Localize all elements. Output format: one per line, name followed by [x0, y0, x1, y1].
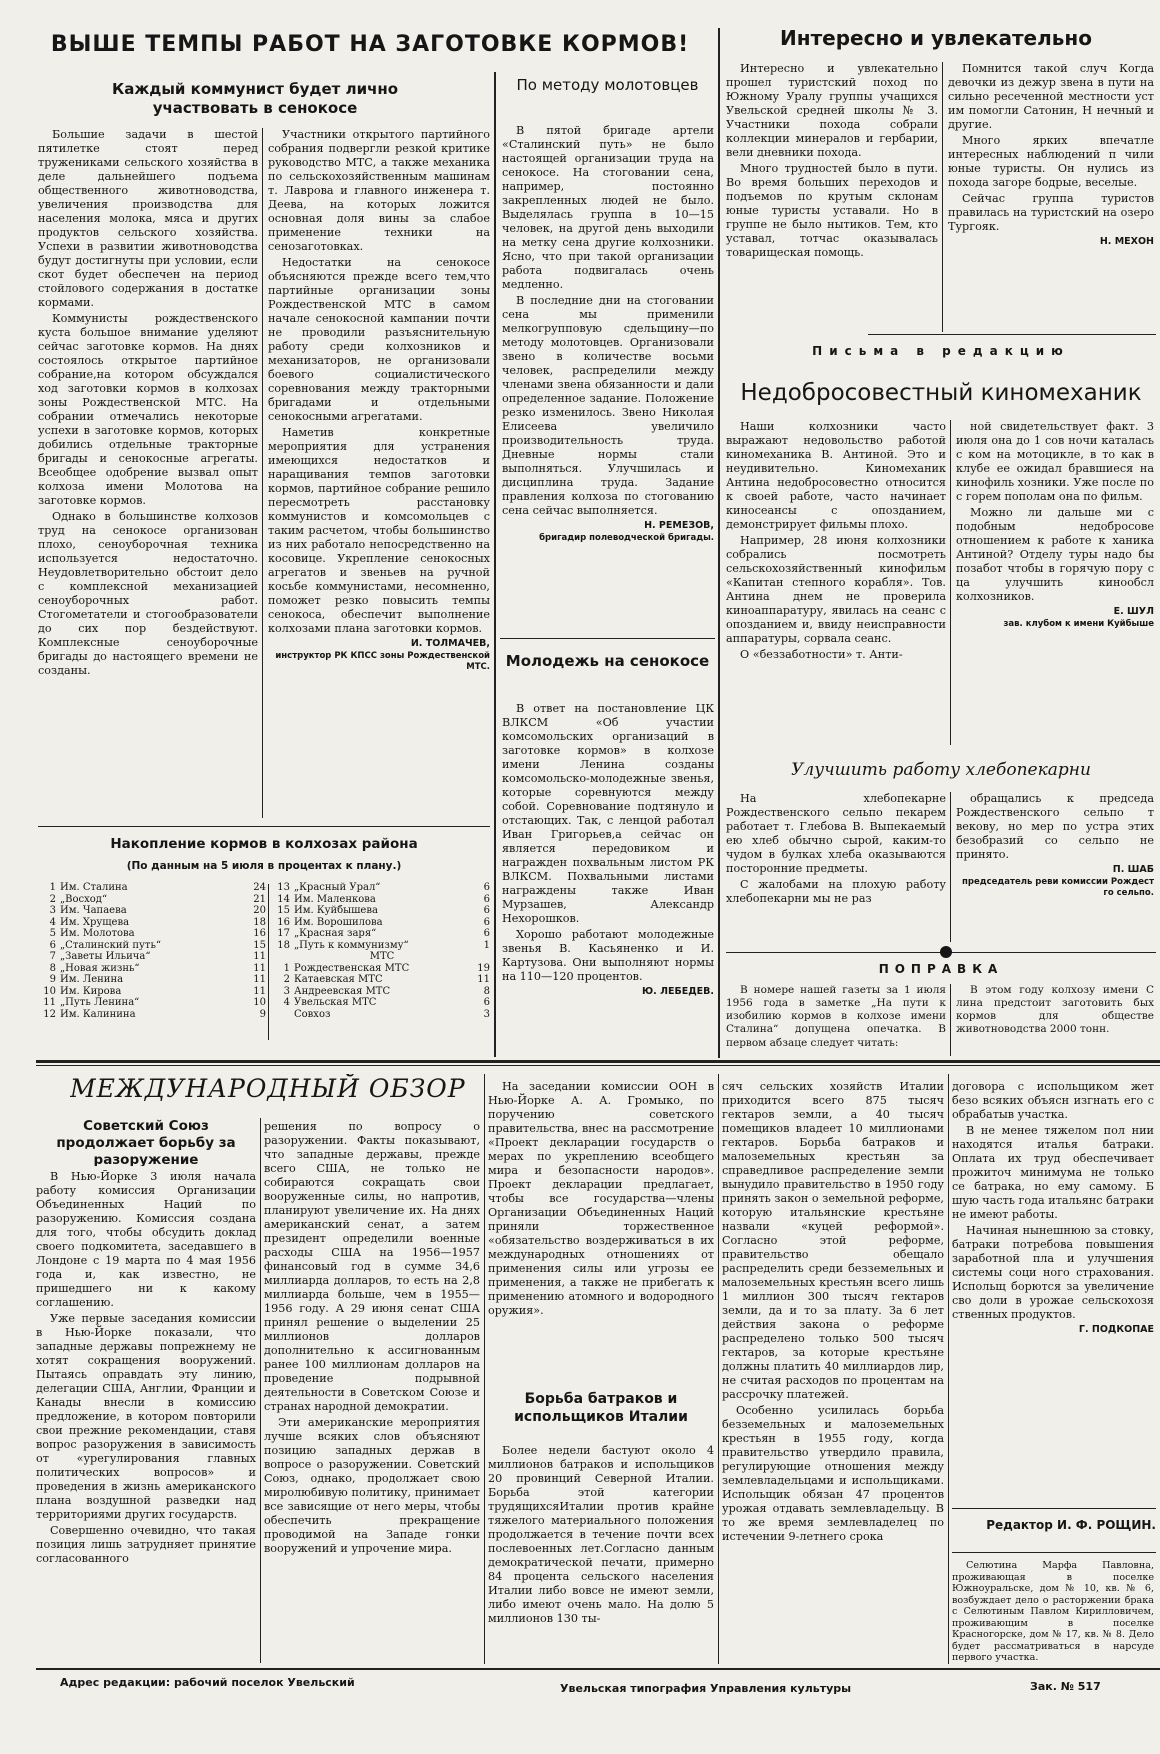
molotovtsy-title: По методу молотовцев: [516, 76, 699, 94]
column-rule: [268, 884, 269, 1040]
table-row: [272, 986, 490, 998]
column-rule: [718, 1074, 719, 1664]
disarm-col3: [488, 1080, 714, 1380]
divider: [868, 334, 1156, 335]
projectionist-title: Недобросовестный киномеханик: [740, 380, 1142, 406]
footer-order: Зак. № 517: [1030, 1680, 1101, 1693]
row-number: [272, 1009, 294, 1021]
row-value: 6: [483, 997, 490, 1008]
communist-col2: [268, 128, 490, 848]
signature-name: Н. РЕМЕЗОВ,: [644, 520, 714, 531]
row-name: „Путь к коммунизму“: [294, 939, 409, 951]
row-value: 20: [253, 905, 266, 916]
correction-title: ПОПРАВКА: [878, 962, 1004, 976]
row-number: 12: [43, 1008, 56, 1020]
signature-role: председатель реви комиссии Рождест го сельпо.: [962, 877, 1154, 898]
row-value: [470, 951, 490, 963]
column-rule: [484, 1074, 485, 1664]
youth-body: [502, 702, 714, 1058]
correction-col2: [956, 984, 1154, 1056]
section-divider: [36, 1065, 1160, 1066]
projectionist-col2: [956, 420, 1154, 760]
row-value: 16: [253, 928, 266, 939]
table-row: [38, 997, 266, 1009]
row-number: 14: [277, 893, 290, 905]
row-value: 11: [253, 985, 266, 997]
court-notice: [952, 1560, 1154, 1664]
row-value: 24: [253, 882, 266, 893]
row-name: МТС: [369, 951, 395, 962]
table-left: [38, 882, 266, 1042]
table-subtitle: (По данным на 5 июля в процентах к плану.): [126, 860, 402, 872]
paragraph: В номере нашей газеты за 1 июля 1956 года в заметке „На пути к изобилию кормов в колхозе имени Сталина“ допущена опечатка. В первом абзаце следует читать:: [726, 984, 946, 1049]
signature-name: И. ТОЛМАЧЕВ,: [410, 638, 490, 649]
paragraph: Сейчас группа туристов правилась на туристский на озеро Тургояк.: [948, 192, 1154, 233]
paragraph: С жалобами на плохую работу хлебопекарни мы не раз: [726, 878, 946, 905]
row-value: 11: [253, 962, 266, 974]
table-row: [272, 928, 490, 940]
column-rule: [948, 1074, 949, 1664]
paragraph: На хлебопекарне Рождественского сельпо пекарем работает т. Глебова В. Выпекаемый ею хлеб обычно сырой, каким-то чудом в булках хлеба оказываются посторонние предметы.: [726, 792, 946, 875]
communist-col1: [38, 128, 258, 793]
row-value: 3: [483, 1008, 490, 1020]
banner-headline: ВЫШЕ ТЕМПЫ РАБОТ НА ЗАГОТОВКЕ КОРМОВ!: [50, 32, 690, 57]
row-number: 11: [43, 997, 56, 1008]
row-name: Увельская МТС: [294, 997, 377, 1008]
row-name: Им. Маленкова: [294, 893, 376, 905]
row-value: 6: [483, 893, 490, 905]
paragraph: Однако в большинстве колхозов труд на сенокосе организован плохо, сеноуборочная техника используется недостаточно. Неудовлетворительно обстоит дело с комплексной механизацией сеноуборочных работ. Стогометатели и стогообразователи до сих пор бездействуют. Комплексные сеноуборочные бригады до настоящего времени не созданы.: [38, 510, 258, 677]
table-row: [272, 940, 490, 952]
paragraph: О «беззаботности» т. Анти-: [740, 648, 903, 661]
paragraph: Интересно и увлекательно прошел туристский поход по Южному Уралу группы учащихся Увельской средней школы № 3. Участники похода собрали коллекции минералов и гербарии, вели дневники похода.: [726, 62, 938, 159]
row-number: 15: [277, 905, 290, 916]
table-right: [272, 882, 490, 1042]
column-rule: [950, 420, 951, 745]
row-name: Им. Ленина: [60, 974, 124, 985]
divider: [952, 1552, 1156, 1553]
signature-role: бригадир полеводческой бригады.: [539, 533, 714, 544]
row-value: 11: [253, 951, 266, 962]
tourism-title: Интересно и увлекательно: [780, 26, 1092, 50]
table-row: [38, 974, 266, 986]
row-number: 13: [277, 882, 290, 893]
paragraph: договора с испольщиком жет безо всяких объясн изгнать его с обрабатыв участка.: [952, 1080, 1154, 1121]
signature-name: Г. ПОДКОПАЕ: [1078, 1324, 1154, 1335]
table-row: [38, 963, 266, 975]
paragraph: В Нью-Йорке 3 июля начала работу комиссия Организации Объединенных Наций по разоружению. Комиссия создана для того, чтобы обсудить доклад своего подкомитета, заседавшего в Лондоне с 19 марта по 4 мая 1956 года и, как известно, не пришедшего ни к какому соглашению.: [36, 1170, 256, 1309]
paragraph: В этом году колхозу имени С лина предстоит заготовить бых кормов для обществе животноводства 2000 тонн.: [956, 984, 1154, 1036]
table-row: [38, 986, 266, 998]
divider: [952, 1508, 1156, 1509]
row-name: „Красная заря“: [294, 928, 377, 939]
bakery-title: Улучшить работу хлебопекарни: [791, 760, 1091, 780]
row-number: 2: [283, 974, 290, 985]
communist-title: Каждый коммунист будет лично участвовать в сенокосе: [111, 80, 399, 117]
row-number: 3: [283, 985, 290, 997]
row-value: 6: [483, 916, 490, 928]
row-name: Андреевская МТС: [294, 985, 391, 997]
row-value: 6: [483, 882, 490, 893]
letters-header: Письма в редакцию: [812, 344, 1070, 358]
row-value: 15: [253, 939, 266, 951]
row-number: 18: [277, 939, 290, 951]
paragraph: На заседании комиссии ООН в Нью-Йорке А. А. Громыко, по поручению советского правительства, внес на рассмотрение «Проект декларации государств о мерах по укреплению всеобщего мира и безопасности народов». Проект декларации предлагает, чтобы все государства—члены Организации Объединенных Наций приняли торжественное «обязательство воздерживаться в их международных отношениях от применения силы или угрозы ее применения, а также не прибегать к применению атомного и водородного оружия».: [488, 1080, 714, 1317]
row-value: 6: [483, 928, 490, 939]
row-number: 1: [49, 882, 56, 893]
table-row: [38, 905, 266, 917]
row-name: „Красный Урал“: [294, 882, 381, 893]
column-rule: [950, 984, 951, 1056]
row-number: 9: [49, 974, 56, 985]
row-number: 5: [49, 928, 56, 939]
row-number: 4: [283, 997, 290, 1008]
table-row: [272, 894, 490, 906]
correction-col1: [726, 984, 946, 1056]
row-name: Им. Кирова: [60, 985, 122, 997]
bakery-col1: [726, 792, 946, 942]
italy-col5: [952, 1080, 1154, 1505]
paragraph: Более недели бастуют около 4 миллионов батраков и испольщиков 20 провинций Северной Италии. Борьба этой категории трудящихсяИталии против крайне тяжелого материального положения продолжается в течение почти всех послевоенных лет.Согласно данным демократической печати, примерно 84 процента сельского населения Италии либо вовсе не имеют земли, либо имеют очень мало. На долю 5 миллионов 130 ты-: [488, 1444, 714, 1625]
column-rule: [950, 792, 951, 942]
row-name: Им. Сталина: [60, 882, 128, 893]
table-row: [272, 974, 490, 986]
column-rule: [260, 1118, 261, 1663]
footer-address: Адрес редакции: рабочий поселок Увельский: [60, 1676, 355, 1689]
row-number: 10: [43, 985, 56, 997]
paragraph: Участники открытого партийного собрания подвергли резкой критике руководство МТС, а также механика по сельскохозяйственным машинам т. Лаврова и главного инженера т. Деева, на которых ложится основная доля вины за слабое применение техники на сенозаготовках.: [268, 128, 490, 253]
column-rule: [262, 128, 263, 818]
column-rule: [718, 28, 720, 1058]
row-value: 8: [483, 985, 490, 997]
row-number: 3: [49, 905, 56, 916]
table-row: [38, 894, 266, 906]
paragraph: Много ярких впечатле интересных наблюдений п чили юные туристы. Он нулись из похода загоре бодрые, веселые.: [948, 134, 1154, 189]
table-row: [272, 951, 490, 963]
row-name: Катаевская МТС: [294, 974, 383, 985]
row-number: 1: [283, 962, 290, 974]
column-rule: [942, 62, 943, 332]
paragraph: Уже первые заседания комиссии в Нью-Йорке показали, что западные державы попрежнему не хотят сокращения вооружений. Пытаясь оправдать эту линию, делегации США, Англии, Франции и Канады внесли в комиссию предложение, в котором повторили свои прежние рекомендации, ставя вопрос разоружения в зависимость от «урегулирования главных политических вопросов» и проведения в жизнь американского плана воздушной разведки над территориями других государств.: [36, 1312, 256, 1521]
disarm-col1: [36, 1170, 256, 1660]
table-row: [38, 1009, 266, 1021]
bullet-dot: [940, 946, 952, 958]
paragraph: Эти американские мероприятия лучше всяких слов объясняют позицию западных держав в вопросе о разоружении. Советский Союз, однако, продолжает свою миролюбивую политику, принимает все зависящие от него меры, чтобы обеспечить прекращение проводимой на Западе гонки вооружений и упрочение мира.: [264, 1416, 480, 1555]
row-value: 21: [253, 893, 266, 905]
table-title: Накопление кормов в колхозах района: [110, 836, 418, 852]
paragraph: Совершенно очевидно, что такая позиция лишь затрудняет принятие согласованного: [36, 1524, 256, 1565]
footer-rule: [36, 1668, 1160, 1670]
row-number: 8: [49, 962, 56, 974]
row-value: 6: [483, 905, 490, 916]
paragraph: обращались к председа Рождественского сельпо т векову, но мер по устра этих безобразий со сельпо не принято.: [956, 792, 1154, 861]
row-value: 19: [477, 962, 490, 974]
tourism-col1: [726, 62, 938, 332]
bakery-col2: [956, 792, 1154, 942]
signature-name: Е. ШУЛ: [1113, 606, 1154, 617]
disarm-col2: [264, 1120, 480, 1660]
row-value: 11: [477, 974, 490, 985]
row-name: „Путь Ленина“: [60, 997, 140, 1008]
tourism-col2: [948, 62, 1154, 332]
footer-printing: Увельская типография Управления культуры: [560, 1682, 852, 1695]
signature-name: Н. МЕХОН: [1099, 236, 1154, 247]
table-row: [38, 951, 266, 963]
paragraph: Хорошо работают молодежные звенья В. Касьяненко и И. Картузова. Они выполняют нормы на 110—120 процентов.: [502, 928, 714, 983]
divider: [500, 638, 715, 639]
paragraph: В последние дни на стоговании сена мы применили мелкогрупповую сдельщину—по методу молотовцев. Организовали звено в количестве восьми человек, распределили между членами звена обязанности и дали определенное задание. Положение резко изменилось. Звено Николая Елисеева увеличило производительность труда. Дневные нормы стали выполняться. Улучшилась и дисциплина труда. Задание правления колхоза по стогованию сена сейчас выполняется.: [502, 294, 714, 517]
paragraph: Начиная нынешнюю за стовку, батраки потребова повышения заработной пла и улучшения системы соци ного страхования. Испольщ борются за увеличение сво доли в урожае сельскохозя ственных продуктов.: [952, 1224, 1154, 1321]
row-name: „Сталинский путь“: [60, 939, 162, 951]
row-value: 9: [259, 1008, 266, 1020]
paragraph: В ответ на постановление ЦК ВЛКСМ «Об участии комсомольских организаций в заготовке кормов» в колхозе имени Ленина созданы комсомольско-молодежные звенья, которые соревнуются между собой. Соревнование подтянуло и отстающих. Так, с ленцой работал Иван Григорьев,а сейчас он является передовиком и награжден похвальным листом РК ВЛКСМ. Похвальными листами награждены также Иван Мурзашев, Александр Нехорошков.: [502, 702, 714, 925]
molotovtsy-body: [502, 124, 714, 634]
paragraph: Недостатки на сенокосе объясняются прежде всего тем,что партийные организации зоны Рождественской МТС в самом начале сенокосной кампании почти не проводили разъяснительную работу среди колхозников и механизаторов, не организовали боевого социалистического соревнования между тракторными бригадами и отдельными сенокосными агрегатами.: [268, 256, 490, 423]
paragraph: В пятой бригаде артели «Сталинский путь» не было настоящей организации труда на сенокосе. На стоговании сена, например, постоянно закрепленных людей не было. Выделялась группа в 10—15 человек, на другой день выходили на метку сена другие колхозники. Ясно, что при такой организации работа подвигалась очень медленно.: [502, 124, 714, 291]
table-row: [38, 940, 266, 952]
paragraph: Помнится такой случ Когда девочки из дежур звена в пути на сильно ресеченной местности уст им помогли Сатонин, Н нечный и другие.: [948, 62, 1154, 131]
table-row: [38, 928, 266, 940]
column-rule: [494, 72, 496, 1057]
signature-name: П. ШАБ: [1112, 864, 1154, 875]
row-name: „Заветы Ильича“: [60, 951, 151, 962]
signature-role: инструктор РК КПСС зоны Рождественской МТС.: [275, 651, 490, 672]
paragraph: Наметив конкретные мероприятия для устранения имеющихся недостатков и наращивания темпов заготовки кормов, партийное собрание решило пересмотреть расстановку коммунистов и комсомольцев с таким расчетом, чтобы большинство из них работало непосредственно на косовице. Укрепление сенокосных агрегатов и звеньев на ручной косьбе коммунистами, несомненно, поможет резко повысить темпы сенокоса, обеспечит выполнение колхозами плана заготовки кормов.: [268, 426, 490, 635]
paragraph: Коммунисты рождественского куста большое внимание уделяют сейчас заготовке кормов. На днях состоялось открытое партийное собрание,на котором обсуждался ход заготовки кормов в колхозах зоны Рождественской МТС. На собрании отмечались некоторые успехи в заготовке кормов, которых добились отдельные тракторные бригады и сенокосные агрегаты. Всеобщее одобрение вызвал опыт колхоза имени Молотова на заготовке кормов.: [38, 312, 258, 507]
signature-role: зав. клубом к имени Куйбыше: [1003, 619, 1154, 630]
paragraph: сяч сельских хозяйств Италии приходится всего 875 тысяч гектаров земли, а 40 тысяч помещиков владеет 10 миллионами гектаров. Борьба батраков и малоземельных крестьян за справедливое распределение земли вынудило правительство в 1950 году принять закон о земельной реформе, которую итальянские крестьяне назвали «куцей реформой». Согласно этой реформе, правительство обещало распределить среди безземельных и малоземельных крестьян всего лишь 1 миллион 300 тысяч гектаров земли, да и то за плату. За 6 лет действия закона о реформе распределено только 500 тысяч гектаров, за которые крестьяне должны платить 40 миллиардов лир, не считая расходов по процентам на рассрочку платежей.: [722, 1080, 944, 1401]
projectionist-col1: [726, 420, 946, 745]
disarm-title: Советский Союз продолжает борьбу за разоружение: [56, 1118, 236, 1166]
row-number: [272, 951, 294, 963]
table-row: [272, 882, 490, 894]
row-name: Им. Ворошилова: [294, 916, 383, 928]
row-name: „Новая жизнь“: [60, 962, 140, 974]
table-row: [272, 997, 490, 1009]
table-row: [38, 917, 266, 929]
row-name: Им. Калинина: [60, 1008, 136, 1020]
row-name: Им. Хрущева: [60, 916, 130, 928]
table-row: [272, 905, 490, 917]
signature-name: Ю. ЛЕБЕДЕВ.: [642, 986, 714, 997]
row-number: 7: [49, 951, 56, 962]
divider: [38, 826, 490, 827]
table-row: [38, 882, 266, 894]
italy-col3: [488, 1444, 714, 1662]
paragraph: Селютина Марфа Павловна, проживающая в поселке Южноуральске, дом № 10, кв. № 6, возбуждает дело о расторжении брака с Селютиным Павлом Кирилловичем, проживающим в поселке Красногорске, дом № 17, кв. № 8. Дело будет рассматриваться в нарсуде первого участка.: [952, 1560, 1154, 1663]
row-name: „Восход“: [60, 893, 108, 905]
youth-title: Молодежь на сенокосе: [505, 652, 710, 670]
paragraph: Можно ли дальше ми с подобным недобросове отношением к работе к ханика Антиной? Отделу туры надо бы позабот чтобы в горячую пору с ца улучшить кинообсл колхозников.: [956, 506, 1154, 603]
row-number: 4: [49, 916, 56, 928]
editor-line: Редактор И. Ф. РОЩИН.: [986, 1518, 1156, 1532]
row-name: Им. Куйбышева: [294, 905, 378, 916]
row-name: Рождественская МТС: [294, 962, 410, 974]
row-value: 11: [253, 974, 266, 985]
paragraph: Особенно усилилась борьба безземельных и малоземельных крестьян в 1955 году, когда правительство утвердило правила, регулирующие отношения между землевладельцами и испольщиками. Испольщик обязан 47 процентов урожая отдавать землевладельцу. В то же время землевладелец по истечении 9-летнего срока: [722, 1404, 944, 1543]
table-row: [272, 1009, 490, 1021]
section-divider: [36, 1060, 1160, 1063]
row-name: Совхоз: [294, 1008, 331, 1020]
italy-col4: [722, 1080, 944, 1662]
paragraph: Наши колхозники часто выражают недовольство работой киномеханика В. Антиной. Это и неудивительно. Киномеханик Антина недобросовестно относится к своей работе, часто начинает киносеансы с опозданием, демонстрирует фильмы плохо.: [726, 420, 946, 531]
paragraph: решения по вопросу о разоружении. Факты показывают, что западные державы, прежде всего США, не только не собираются сокращать свои вооруженные силы, но напротив, планируют увеличение их. На днях американский сенат, а затем президент определили военные расходы США на 1956—1957 финансовый год в сумме 34,6 миллиарда долларов, то есть на 2,8 миллиарда больше, чем в 1955—1956 году. А 29 июня сенат США принял решение о выделении 25 миллионов долларов дополнительно к ассигнованным ранее 100 миллионам долларов на проведение подрывной деятельности в Советском Союзе и странах народной демократии.: [264, 1120, 480, 1413]
paragraph: Большие задачи в шестой пятилетке стоят перед тружениками сельского хозяйства в деле дальнейшего подъема общественного животноводства, увеличения производства для населения молока, мяса и других продуктов сельского хозяйства. Успехи в развитии животноводства будут достигнуты при условии, если скот будет обеспечен на период стойлового содержания в достатке кормами.: [38, 128, 258, 309]
table-row: [272, 917, 490, 929]
row-value: 1: [483, 939, 490, 951]
paragraph: Например, 28 июня колхозники собрались посмотреть сельскохозяйственный кинофильм «Капитан степного корабля». Тов. Антина днем не проверила киноаппаратуру, явилась на сеанс с опозданием и, ввиду неисправности аппаратуры, сорвала сеанс.: [726, 534, 946, 645]
row-name: Им. Чапаева: [60, 905, 127, 916]
table-row: [272, 963, 490, 975]
paragraph: Много трудностей было в пути. Во время больших переходов и подъемов по крутым склонам юные туристы уставали. Но в группе не было нытиков. Тем, кто уставал, тотчас оказывалась товарищеская помощь.: [726, 162, 938, 259]
row-number: 6: [49, 939, 56, 951]
row-number: 17: [277, 928, 290, 939]
row-number: 16: [277, 916, 290, 928]
italy-title: Борьба батраков и испольщиков Италии: [514, 1391, 688, 1426]
paragraph: ной свидетельствует факт. 3 июля она до 1 сов ночи каталась с ком на мотоцикле, в то как в клубе ее ожидал бравшиеся на кинофиль хозники. Уже после по с горем пополам она по фильм.: [956, 420, 1154, 503]
row-number: 2: [49, 893, 56, 905]
row-value: 10: [253, 997, 266, 1008]
international-banner: МЕЖДУНАРОДНЫЙ ОБЗОР: [70, 1074, 466, 1103]
row-value: 18: [253, 916, 266, 928]
paragraph: В не менее тяжелом пол нии находятся италья батраки. Оплата их труд обеспечивает прожиточ минимума не только се батрака, но ему самому. Б шую часть года итальянс батраки не имеют работы.: [952, 1124, 1154, 1221]
row-name: Им. Молотова: [60, 928, 135, 939]
